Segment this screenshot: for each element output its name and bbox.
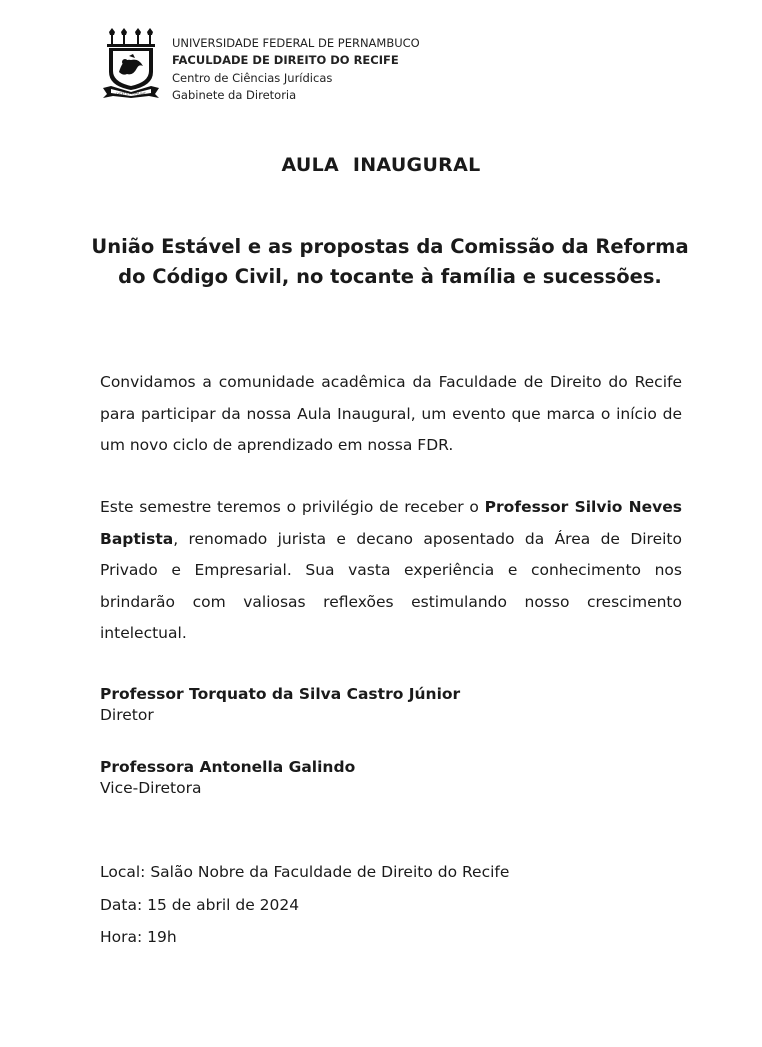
signature-director — [100, 684, 460, 726]
invitation-paragraph: Convidamos a comunidade acadêmica da Faculdade de Direito do Recife para participar da nossa Aula Inaugural, um evento que marca o início de um novo ciclo de aprendizado em nossa FDR. — [100, 373, 682, 454]
university-name: UNIVERSIDADE FEDERAL DE PERNAMBUCO — [172, 36, 420, 50]
signature-role: Diretor — [100, 706, 154, 724]
svg-text:LVCET ET IMPVLSAT: LVCET ET IMPVLSAT — [116, 91, 146, 96]
event-details — [100, 856, 509, 954]
signature-role: Vice-Diretora — [100, 779, 202, 797]
event-date: Data: 15 de abril de 2024 — [100, 895, 300, 914]
event-time: Hora: 19h — [100, 928, 177, 946]
event-location: Local: Salão Nobre da Faculdade de Direito do Recife — [100, 863, 510, 881]
guest-professor-name: Professor Silvio Neves Baptista — [100, 498, 682, 548]
guest-paragraph-rest: , renomado jurista e decano aposentado da Área de Direito Privado e Empresarial. Sua vasta experiência e conhecimento nos brindarão com valiosas reflexões estimulando nosso crescimento intelectual. — [100, 529, 682, 642]
signature-name: Professora Antonella Galindo — [100, 758, 356, 776]
guest-paragraph-intro: Este semestre teremos o privilégio de receber o — [100, 498, 485, 516]
document-title: AULA INAUGURAL — [281, 154, 481, 176]
center-name: Centro de Ciências Jurídicas — [172, 70, 333, 85]
lecture-topic-line-1: União Estável e as propostas da Comissão da Reforma — [91, 235, 689, 258]
lecture-topic-line-2: do Código Civil, no tocante à família e sucessões. — [118, 265, 662, 288]
ufpe-crest-logo — [103, 28, 159, 98]
lecture-topic — [90, 232, 690, 292]
guest-paragraph — [100, 492, 682, 650]
signature-vice-director — [100, 757, 355, 799]
institution-block — [172, 35, 420, 104]
office-name: Gabinete da Diretoria — [172, 87, 297, 102]
signature-name: Professor Torquato da Silva Castro Júnior — [100, 685, 461, 703]
letterhead — [103, 28, 503, 100]
faculty-name: FACULDADE DE DIREITO DO RECIFE — [172, 53, 399, 68]
